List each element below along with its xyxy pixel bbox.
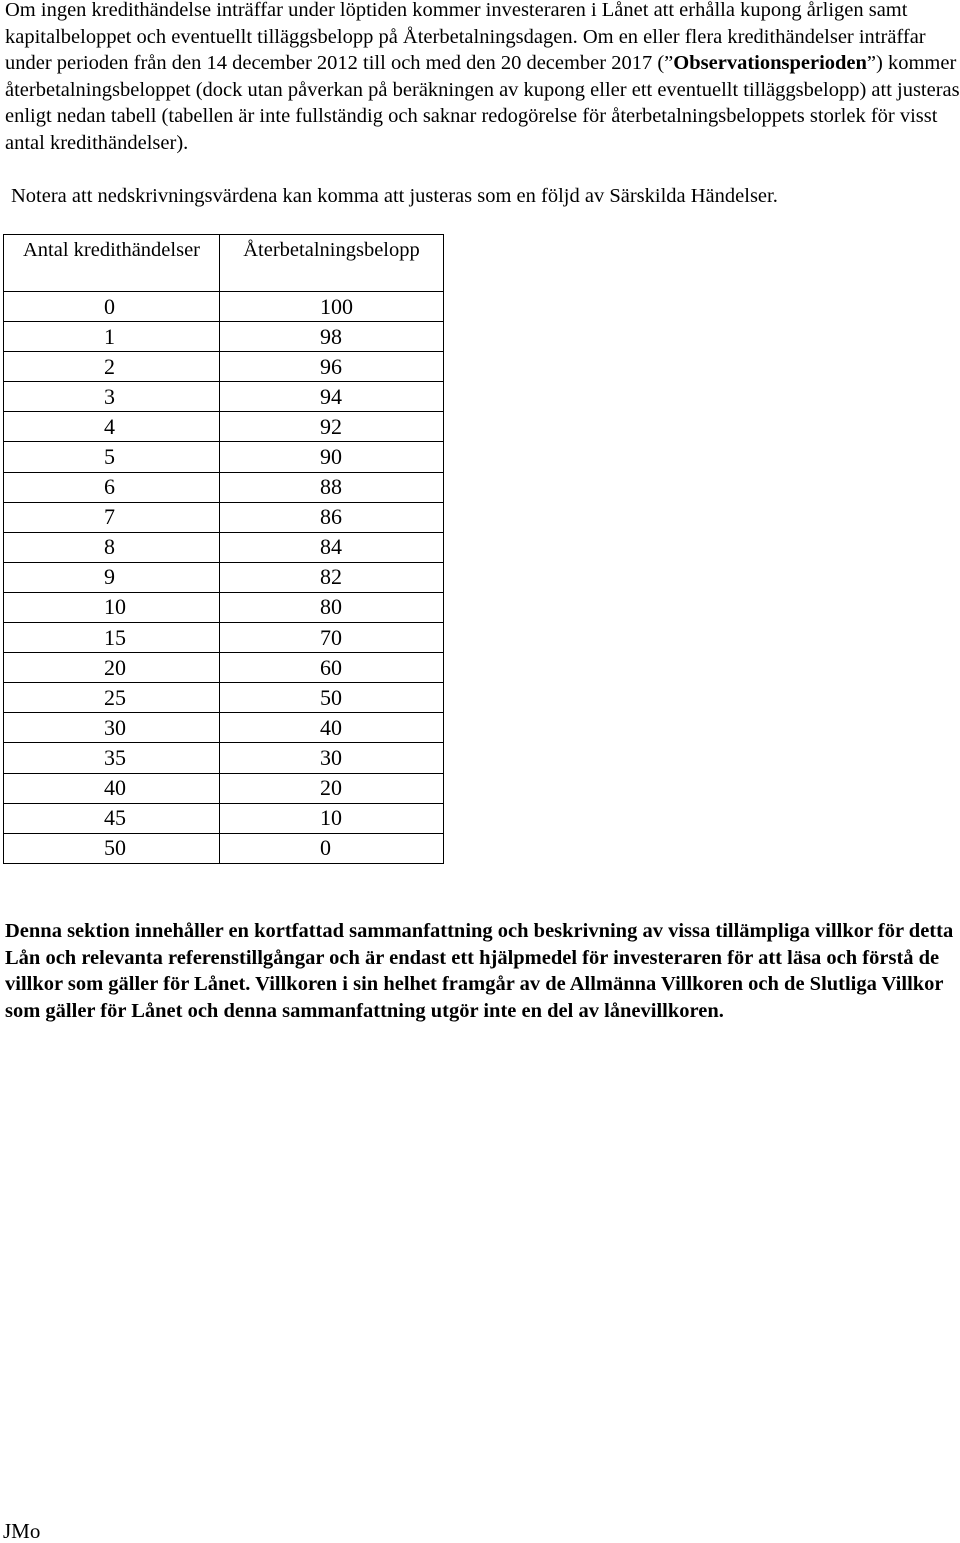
- cell-repayment-amount: 10: [220, 803, 444, 833]
- table-row: [4, 562, 444, 592]
- table-row: [4, 833, 444, 863]
- cell-credit-events: 4: [4, 412, 220, 442]
- table-row: [4, 532, 444, 562]
- cell-repayment-amount: 94: [220, 382, 444, 412]
- table-row: [4, 623, 444, 653]
- cell-repayment-amount: 100: [220, 292, 444, 322]
- cell-repayment-amount: 96: [220, 352, 444, 382]
- cell-credit-events: 30: [4, 713, 220, 743]
- cell-credit-events: 9: [4, 562, 220, 592]
- cell-repayment-amount: 0: [220, 833, 444, 863]
- table-row: [4, 442, 444, 472]
- cell-credit-events: 40: [4, 773, 220, 803]
- cell-credit-events: 3: [4, 382, 220, 412]
- cell-credit-events: 2: [4, 352, 220, 382]
- table-row: [4, 472, 444, 502]
- table-row: [4, 713, 444, 743]
- cell-repayment-amount: 90: [220, 442, 444, 472]
- table-row: [4, 352, 444, 382]
- cell-repayment-amount: 80: [220, 592, 444, 622]
- cell-credit-events: 35: [4, 743, 220, 773]
- intro-text-part1: Om ingen kredithändelse inträffar under löptiden kommer investeraren i Lånet att erhålla kupong årligen samt kapitalbeloppet och eventuellt tilläggsbelopp på Återbetalningsdagen. Om en eller flera kredithändelser inträffar under perioden från den 14 december 2012 till och med den 20 december 2017 (”: [5, 0, 926, 75]
- cell-credit-events: 0: [4, 292, 220, 322]
- cell-repayment-amount: 50: [220, 683, 444, 713]
- intro-paragraph: [5, 0, 960, 157]
- cell-credit-events: 20: [4, 653, 220, 683]
- cell-repayment-amount: 86: [220, 502, 444, 532]
- cell-credit-events: 15: [4, 623, 220, 653]
- table-row: [4, 803, 444, 833]
- table-row: [4, 502, 444, 532]
- header-credit-events: Antal kredithändelser: [4, 235, 220, 292]
- cell-credit-events: 25: [4, 683, 220, 713]
- cell-credit-events: 8: [4, 532, 220, 562]
- cell-repayment-amount: 88: [220, 472, 444, 502]
- cell-repayment-amount: 40: [220, 713, 444, 743]
- intro-text-part2: ”) kommer återbetalningsbeloppet (dock utan påverkan på beräkningen av kupong eller ett eventuellt tilläggsbelopp) att justeras enligt nedan tabell (tabellen är inte fullständig och saknar redogörelse för återbetalningsbeloppets storlek för visst antal kredithändelser).: [5, 52, 960, 154]
- repayment-table: [3, 234, 444, 864]
- table-row: [4, 592, 444, 622]
- cell-repayment-amount: 82: [220, 562, 444, 592]
- cell-credit-events: 45: [4, 803, 220, 833]
- table-row: [4, 653, 444, 683]
- table-row: [4, 412, 444, 442]
- cell-repayment-amount: 92: [220, 412, 444, 442]
- cell-credit-events: 7: [4, 502, 220, 532]
- cell-repayment-amount: 60: [220, 653, 444, 683]
- table-header-row: [4, 235, 444, 292]
- cell-credit-events: 6: [4, 472, 220, 502]
- summary-paragraph: Denna sektion innehåller en kortfattad sammanfattning och beskrivning av vissa tillämpliga villkor för detta Lån och relevanta referenstillgångar och är endast ett hjälpmedel för investeraren för att läsa och förstå de villkor som gäller för Lånet. Villkoren i sin helhet framgår av de Allmänna Villkoren och de Slutliga Villkor som gäller för Lånet och denna sammanfattning utgör inte en del av lånevillkoren.: [5, 920, 954, 1022]
- cell-repayment-amount: 30: [220, 743, 444, 773]
- table-row: [4, 292, 444, 322]
- table-row: [4, 743, 444, 773]
- cell-credit-events: 10: [4, 592, 220, 622]
- cell-credit-events: 1: [4, 322, 220, 352]
- table-row: [4, 382, 444, 412]
- table-body: [4, 292, 444, 864]
- table-row: [4, 322, 444, 352]
- cell-credit-events: 50: [4, 833, 220, 863]
- cell-repayment-amount: 84: [220, 532, 444, 562]
- cell-repayment-amount: 70: [220, 623, 444, 653]
- cell-repayment-amount: 98: [220, 322, 444, 352]
- footer-initials: JMo: [3, 1519, 41, 1543]
- cell-credit-events: 5: [4, 442, 220, 472]
- observation-period-term: Observationsperioden: [673, 52, 867, 75]
- table-row: [4, 773, 444, 803]
- adjustment-note: Notera att nedskrivningsvärdena kan komma att justeras som en följd av Särskilda Händelser.: [11, 185, 778, 207]
- header-repayment-amount: Återbetalningsbelopp: [220, 235, 444, 292]
- table-row: [4, 683, 444, 713]
- cell-repayment-amount: 20: [220, 773, 444, 803]
